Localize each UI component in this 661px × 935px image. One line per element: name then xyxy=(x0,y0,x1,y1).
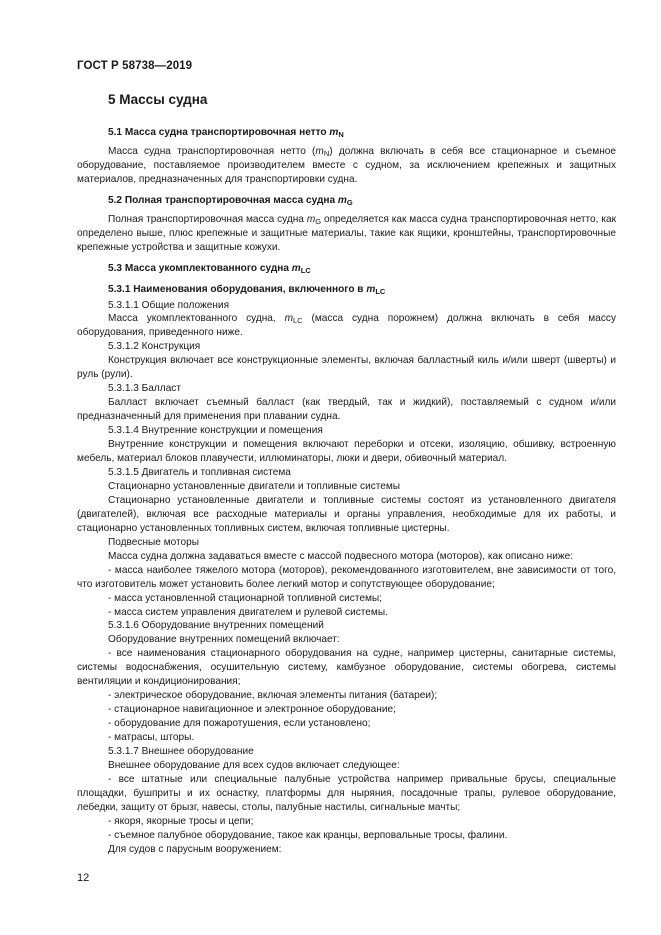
list-item: - масса систем управления двигателем и рулевой системы. xyxy=(108,606,388,618)
paragraph-5-3-1-7: Внешнее оборудование для всех судов включает следующее: xyxy=(108,759,400,771)
standard-header: ГОСТ Р 58738—2019 xyxy=(77,60,193,72)
list-item: - стационарное навигационное и электронное оборудование; xyxy=(108,704,396,716)
paragraph-5-2: Полная транспортировочная масса судна $m_G$ определяется как масса судна транспортировочная нетто, как определено выше, плюс крепежные и защитные материалы, такие как ящики, кронштейны, транспортировочные крепежные устройства и защитные кожухи. xyxy=(77,213,616,253)
section-title: 5 Массы судна xyxy=(108,92,208,107)
heading-5-3-1-3: 5.3.1.3 Балласт xyxy=(108,383,181,395)
heading-5-3-1-5: 5.3.1.5 Двигатель и топливная система xyxy=(108,466,291,478)
paragraph-sailing-rig: Для судов с парусным вооружением: xyxy=(108,843,282,855)
paragraph-5-3-1-3: Балласт включает съемный балласт (как твердый, так и жидкий), поставляемый с судном и/или предназначенный для применения при плавании судна. xyxy=(77,397,616,423)
paragraph-5-3-1-4: Внутренние конструкции и помещения включают переборки и отсеки, изоляцию, обшивку, встроенную мебель, материал блоков плавучести, иллюминаторы, люки и двери, обивочный материал. xyxy=(77,439,616,465)
page-number: 12 xyxy=(77,872,90,884)
heading-5-3-1-2: 5.3.1.2 Конструкция xyxy=(108,341,201,353)
paragraph-5-3-1-6: Оборудование внутренних помещений включает: xyxy=(108,634,340,646)
list-item: - матрасы, шторы. xyxy=(108,732,195,744)
heading-5-3: 5.3 Масса укомплектованного судна $m_{LC}$ xyxy=(108,262,311,275)
list-item: - масса наиболее тяжелого мотора (моторов), рекомендованного изготовителем, вне зависимости от того, что изготовитель может установить более легкий мотор и сопутствующее оборудование; xyxy=(77,564,616,590)
heading-5-2: 5.2 Полная транспортировочная масса судна $m_G$ xyxy=(108,194,353,207)
list-item: - съемное палубное оборудование, такое как кранцы, верповальные тросы, фалини. xyxy=(108,829,508,841)
heading-5-3-1: 5.3.1 Наименования оборудования, включенного в $m_{LC}$ xyxy=(108,283,386,296)
heading-5-3-1-4: 5.3.1.4 Внутренние конструкции и помещения xyxy=(108,425,323,437)
list-item: - все штатные или специальные палубные устройства например привальные брусы, специальные площадки, бушприты и их оснастку, платформы для ныряния, посадочные трапы, рулевое оборудование, лебедки, защиту от брызг, навесы, столы, палубные настилы, сигнальные мачты; xyxy=(77,773,616,813)
document-body xyxy=(77,126,616,857)
subheading-stationary-engines: Стационарно установленные двигатели и топливные системы xyxy=(108,480,401,492)
paragraph-stationary-engines: Стационарно установленные двигатели и топливные системы состоят из установленного двигателя (двигателей), включая все расходные материалы и органы управления, необходимые для их работы, и стационарно установленных топливных систем, включая топливные цистерны. xyxy=(77,494,616,534)
paragraph-outboard-motors: Масса судна должна задаваться вместе с массой подвесного мотора (моторов), как описано ниже: xyxy=(108,550,574,562)
paragraph-5-3-1-1: Масса укомплектованного судна, $m_{LC}$ (масса судна порожнем) должна включать в себя массу оборудования, приведенного ниже. xyxy=(77,313,616,339)
list-item: - электрическое оборудование, включая элементы питания (батареи); xyxy=(108,690,438,702)
list-item: - якоря, якорные тросы и цепи; xyxy=(108,815,254,827)
subheading-outboard-motors: Подвесные моторы xyxy=(108,536,200,548)
paragraph-5-1: Масса судна транспортировочная нетто $(m_N)$ должна включать в себя все стационарное и съемное оборудование, поставляемое производителем вместе с судном, за исключением крепежных и защитных материалов, предназначенных для транспортировки судна. xyxy=(77,145,616,185)
paragraph-5-3-1-2: Конструкция включает все конструкционные элементы, включая балластный киль и/или шверт (шверты) и руль (рули). xyxy=(77,355,616,381)
list-item: - все наименования стационарного оборудования на судне, например цистерны, санитарные системы, системы водоснабжения, осушительную систему, камбузное оборудование, системы обогрева, системы вентиляции и кондиционирования; xyxy=(77,648,616,688)
heading-5-3-1-1: 5.3.1.1 Общие положения xyxy=(108,299,230,311)
list-item: - оборудование для пожаротушения, если установлено; xyxy=(108,718,371,730)
heading-5-1: 5.1 Масса судна транспортировочная нетто $m_N$ xyxy=(108,127,344,139)
heading-5-3-1-6: 5.3.1.6 Оборудование внутренних помещений xyxy=(108,620,324,632)
heading-5-3-1-7: 5.3.1.7 Внешнее оборудование xyxy=(108,746,254,758)
list-item: - масса установленной стационарной топливной системы; xyxy=(108,592,382,604)
